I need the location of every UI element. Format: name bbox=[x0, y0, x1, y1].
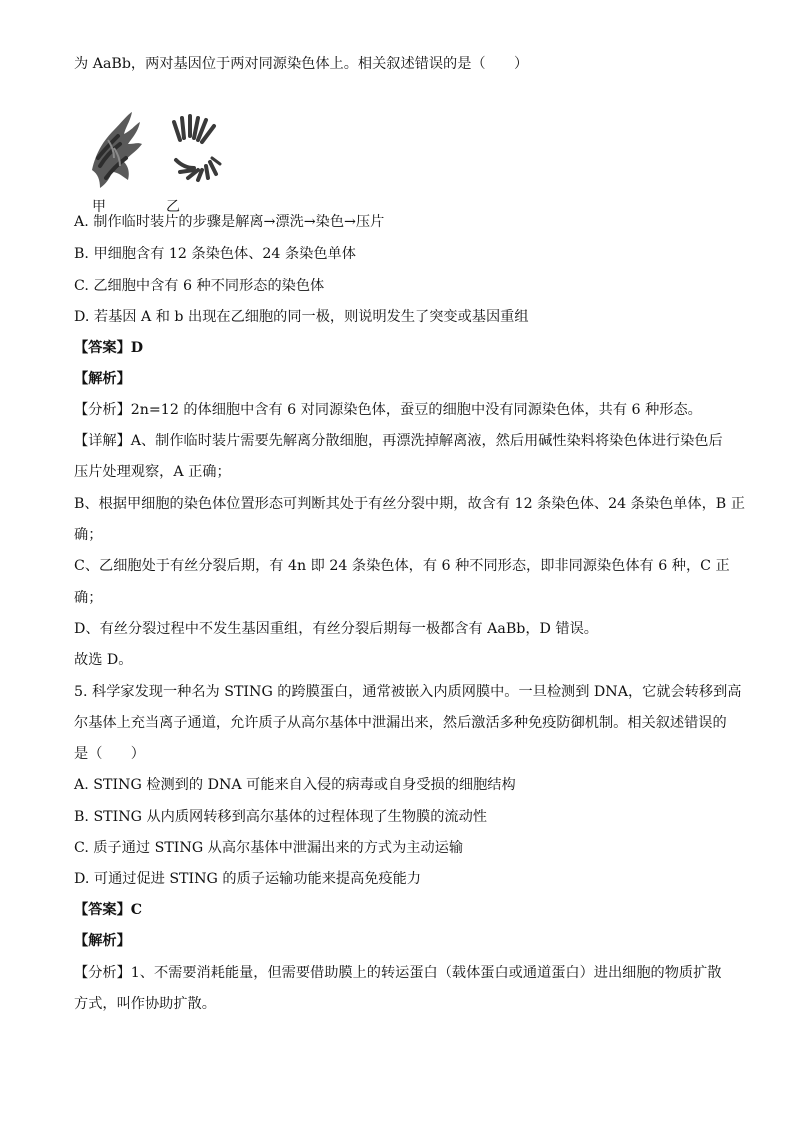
option-a: A. STING 检测到的 DNA 可能来自入侵的病毒或自身受损的细胞结构 bbox=[74, 777, 516, 793]
detail-text: C、乙细胞处于有丝分裂后期，有 4n 即 24 条染色体，有 6 种不同形态，即非同源染色体有 6 种，C 正 bbox=[74, 558, 730, 574]
option-c: C. 质子通过 STING 从高尔基体中泄漏出来的方式为主动运输 bbox=[74, 840, 464, 856]
figure-label-yi: 乙 bbox=[166, 199, 180, 215]
option-d: D. 可通过促进 STING 的质子运输功能来提高免疫能力 bbox=[74, 871, 422, 887]
analysis-text: 【分析】1、不需要消耗能量，但需要借助膜上的转运蛋白（载体蛋白或通道蛋白）进出细胞的物质扩散 bbox=[74, 965, 722, 981]
figure-label-jia: 甲 bbox=[92, 199, 106, 215]
cell-jia-image bbox=[92, 112, 142, 188]
question-5-stem: 是（ ） bbox=[74, 746, 145, 762]
cell-yi-image bbox=[174, 116, 220, 180]
detail-text: 确； bbox=[74, 590, 103, 606]
detail-text: 【详解】A、制作临时装片需要先解离分散细胞，再漂洗掉解离液，然后用碱性染料将染色体进行染色后 bbox=[74, 433, 723, 449]
answer-label: 【答案】C bbox=[74, 902, 143, 918]
detail-text: B、根据甲细胞的染色体位置形态可判断其处于有丝分裂中期，故含有 12 条染色体、24 条染色单体，B 正 bbox=[74, 496, 745, 512]
option-b: B. STING 从内质网转移到高尔基体的过程体现了生物膜的流动性 bbox=[74, 809, 487, 825]
option-d: D. 若基因 A 和 b 出现在乙细胞的同一极，则说明发生了突变或基因重组 bbox=[74, 309, 529, 325]
detail-text: 确； bbox=[74, 527, 103, 543]
chromosome-figure bbox=[70, 100, 250, 220]
option-b: B. 甲细胞含有 12 条染色体、24 条染色单体 bbox=[74, 246, 356, 262]
option-c: C. 乙细胞中含有 6 种不同形态的染色体 bbox=[74, 278, 325, 294]
conclusion-text: 故选 D。 bbox=[74, 652, 133, 668]
question-stem-end: 为 AaBb，两对基因位于两对同源染色体上。相关叙述错误的是（ ） bbox=[74, 56, 529, 72]
question-5-stem: 5. 科学家发现一种名为 STING 的跨膜蛋白，通常被嵌入内质网膜中。一旦检测到 DNA，它就会转移到高 bbox=[74, 684, 742, 700]
detail-text: 压片处理观察，A 正确； bbox=[74, 464, 231, 480]
analysis-text: 【分析】2n=12 的体细胞中含有 6 对同源染色体，蚕豆的细胞中没有同源染色体，共有 6 种形态。 bbox=[74, 402, 702, 418]
detail-text: D、有丝分裂过程中不发生基因重组，有丝分裂后期每一极都含有 AaBb，D 错误。 bbox=[74, 621, 598, 637]
answer-label: 【答案】D bbox=[74, 340, 144, 356]
analysis-heading: 【解析】 bbox=[74, 933, 131, 949]
analysis-text: 方式，叫作协助扩散。 bbox=[74, 996, 216, 1012]
question-5-stem: 尔基体上充当离子通道，允许质子从高尔基体中泄漏出来，然后激活多种免疫防御机制。相关叙述错误的 bbox=[74, 715, 727, 731]
option-a: A. 制作临时装片的步骤是解离→漂洗→染色→压片 bbox=[74, 214, 385, 230]
analysis-heading: 【解析】 bbox=[74, 371, 131, 387]
